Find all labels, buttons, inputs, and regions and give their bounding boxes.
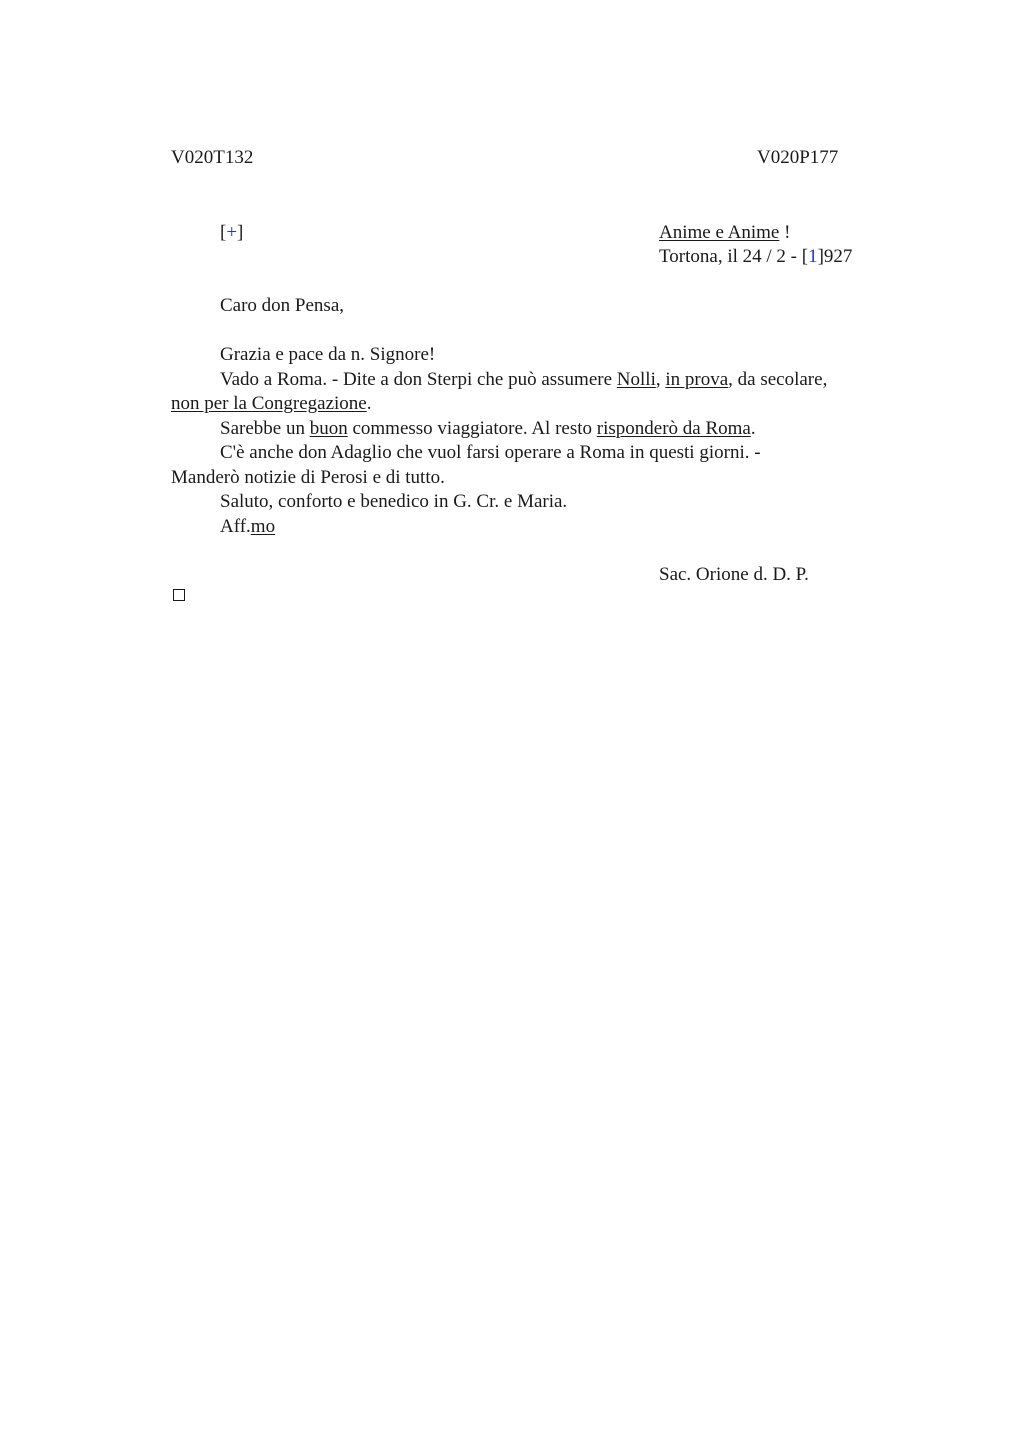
motto-line (659, 221, 790, 245)
greeting: Grazia e pace da n. Signore! (220, 344, 436, 365)
editorial-digit: 1 (808, 246, 818, 267)
salutation: Caro don Pensa, (220, 295, 345, 316)
paragraph-3: C'è anche don Adaglio che vuol farsi operare a Roma in questi giorni. - Manderò notizie di Perosi e di tutto. (171, 442, 761, 488)
paragraph-4: Saluto, conforto e benedico in G. Cr. e Maria. (220, 491, 568, 512)
paragraph-1: Vado a Roma. - Dite a don Sterpi che può assumere Nolli, in prova, da secolare, non per la Congregazione. (171, 368, 828, 414)
cross-mark (220, 221, 243, 245)
bracket-close: ] (237, 222, 244, 243)
closing: Aff.mo (220, 515, 276, 537)
motto-suffix: ! (779, 222, 791, 243)
empty-square-icon (173, 589, 185, 601)
document-code-right: V020P177 (757, 147, 839, 168)
paragraph-2: Sarebbe un buon commesso viaggiatore. Al resto risponderò da Roma. (220, 417, 756, 439)
place-date: Tortona, il 24 / 2 - [1]927 (659, 246, 853, 267)
bracket-open: [ (220, 222, 227, 243)
signature: Sac. Orione d. D. P. (659, 564, 809, 585)
cross-symbol: + (226, 222, 238, 243)
letter-body (171, 343, 883, 539)
motto: Anime e Anime (659, 222, 780, 243)
document-code-left: V020T132 (171, 147, 254, 168)
